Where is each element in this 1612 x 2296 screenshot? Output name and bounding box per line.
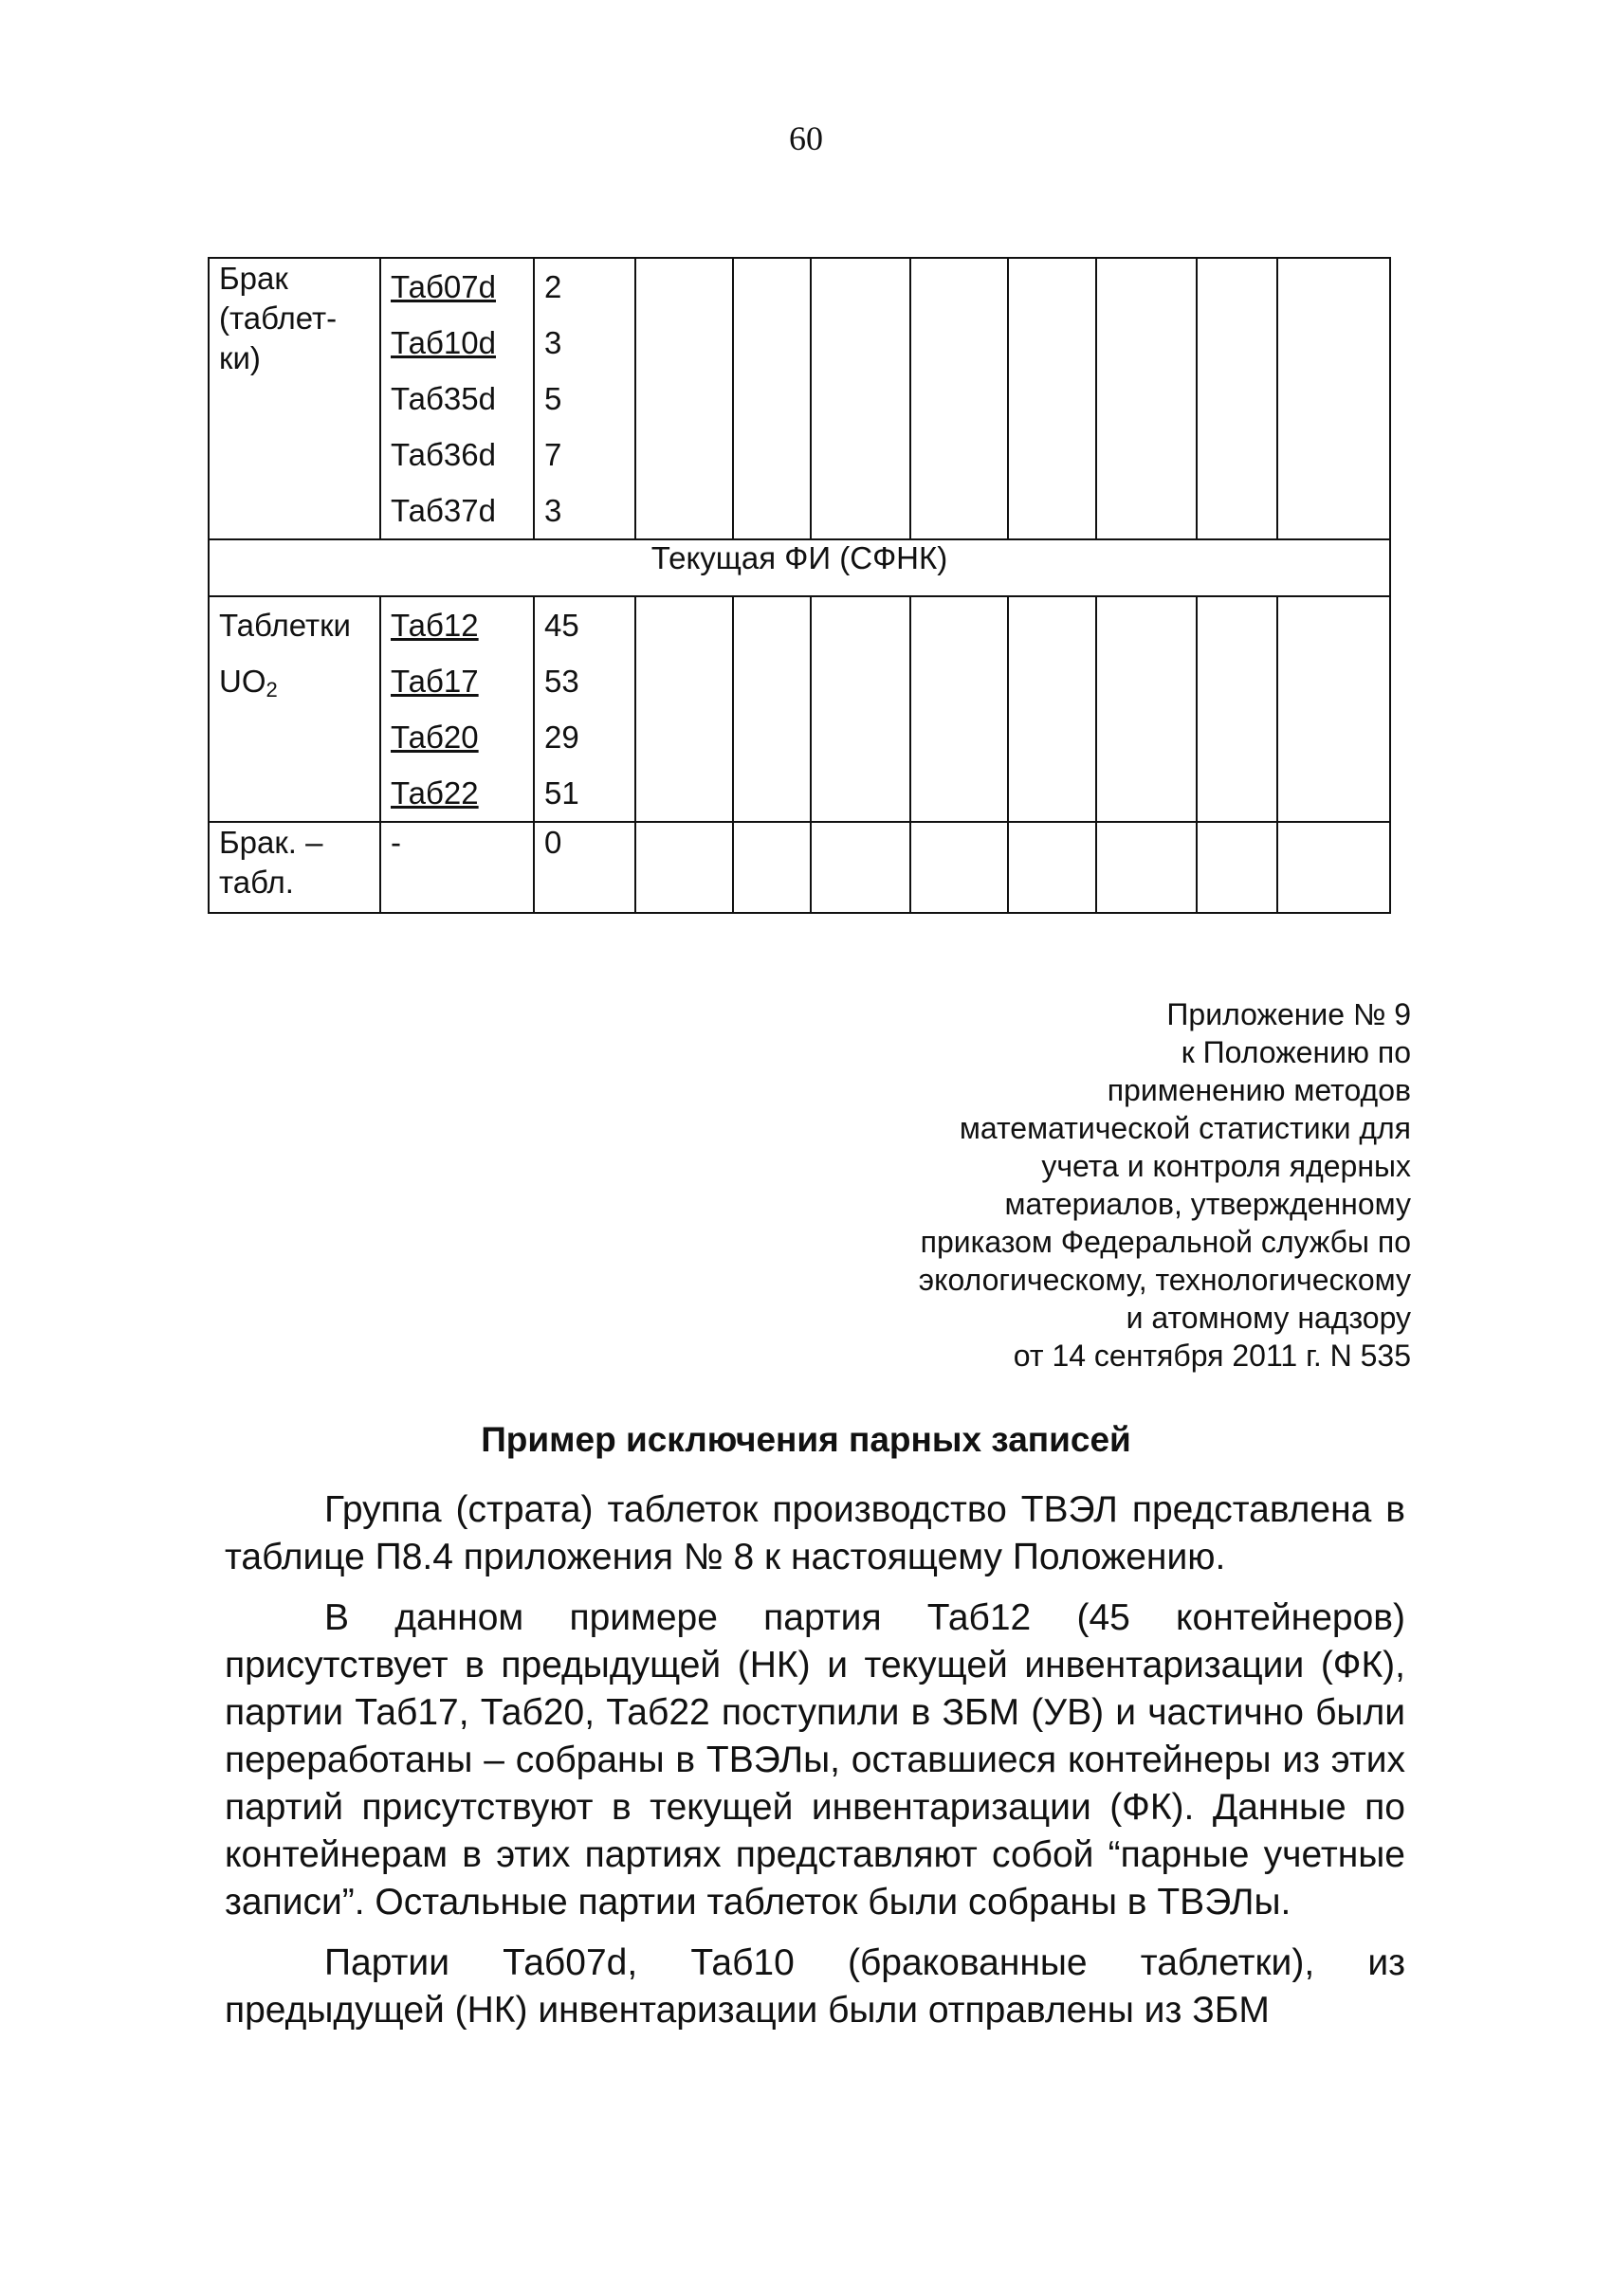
count-list-reject	[534, 258, 635, 539]
table-row-section	[209, 539, 1390, 596]
container-count: 5	[544, 381, 562, 416]
empty-cell	[811, 258, 910, 539]
empty-cell	[1197, 596, 1277, 822]
paragraph: В данном примере партия Таб12 (45 контейнеров) присутствует в предыдущей (НК) и текущей инвентаризации (ФК), партии Таб17, Таб20, Таб22 поступили в ЗБМ (УВ) и частично были переработаны – собраны в ТВЭЛы, оставшиеся контейнеры из этих партий присутствуют в текущей инвентаризации (ФК). Данные по контейнерам в этих партиях представляют собой “парные учетные записи”. Остальные партии таблеток были собраны в ТВЭЛы.	[225, 1597, 1405, 1922]
batch-id: Таб20	[391, 720, 479, 755]
page-number: 60	[789, 119, 823, 157]
container-count: 51	[544, 775, 579, 811]
empty-cell	[1197, 258, 1277, 539]
batch-id: Таб17	[391, 664, 479, 699]
section-label: Текущая ФИ (СФНК)	[209, 539, 1390, 596]
empty-cell	[1008, 822, 1096, 913]
table-row-reject	[209, 258, 1390, 539]
table-row-pellets	[209, 596, 1390, 822]
batch-id: Таб07d	[391, 269, 496, 304]
empty-cell	[811, 596, 910, 822]
batch-list-pellets	[380, 596, 534, 822]
empty-cell	[1008, 258, 1096, 539]
batch-id: Таб37d	[391, 493, 496, 528]
empty-cell	[635, 822, 733, 913]
container-count: 2	[544, 269, 562, 304]
batch-id: -	[380, 822, 534, 913]
group-label-reject-pellets: Брак. – табл.	[209, 822, 380, 913]
empty-cell	[910, 258, 1008, 539]
body-text	[225, 1486, 1405, 2048]
inventory-table	[208, 257, 1391, 914]
empty-cell	[1197, 822, 1277, 913]
container-count: 3	[544, 325, 562, 360]
batch-id: Таб22	[391, 775, 479, 811]
empty-cell	[1008, 596, 1096, 822]
empty-cell	[733, 596, 811, 822]
empty-cell	[1096, 822, 1197, 913]
paragraph: Партии Таб07d, Таб10 (бракованные таблетки), из предыдущей (НК) инвентаризации были отправлены из ЗБМ	[225, 1942, 1405, 2031]
paragraph: Группа (страта) таблеток производство ТВЭЛ представлена в таблице П8.4 приложения № 8 к настоящему Положению.	[225, 1489, 1405, 1577]
table-row-reject-pellets	[209, 822, 1390, 913]
batch-id: Таб36d	[391, 437, 496, 472]
container-count: 29	[544, 720, 579, 755]
section-title: Пример исключения парных записей	[481, 1420, 1131, 1459]
batch-id: Таб10d	[391, 325, 496, 360]
appendix-header: Приложение № 9 к Положению по применению методов математической статистики для учета и контроля ядерных материалов, утвержденному приказом Федеральной службы по экологическому, технологическому и атомному надзору от 14 сентября 2011 г. N 535	[918, 997, 1411, 1373]
count-list-pellets	[534, 596, 635, 822]
container-count: 7	[544, 437, 562, 472]
empty-cell	[733, 822, 811, 913]
empty-cell	[635, 596, 733, 822]
empty-cell	[1277, 596, 1390, 822]
container-count: 3	[544, 493, 562, 528]
container-count: 53	[544, 664, 579, 699]
empty-cell	[635, 258, 733, 539]
empty-cell	[910, 822, 1008, 913]
empty-cell	[1096, 258, 1197, 539]
batch-id: Таб35d	[391, 381, 496, 416]
container-count: 0	[534, 822, 635, 913]
batch-id: Таб12	[391, 608, 479, 643]
empty-cell	[811, 822, 910, 913]
container-count: 45	[544, 608, 579, 643]
empty-cell	[1277, 258, 1390, 539]
empty-cell	[1277, 822, 1390, 913]
empty-cell	[1096, 596, 1197, 822]
group-label-pellets: Таблетки $UO_2$	[209, 596, 380, 822]
group-label-reject: Брак (таблет- ки)	[209, 258, 380, 539]
batch-list-reject	[380, 258, 534, 539]
empty-cell	[910, 596, 1008, 822]
empty-cell	[733, 258, 811, 539]
